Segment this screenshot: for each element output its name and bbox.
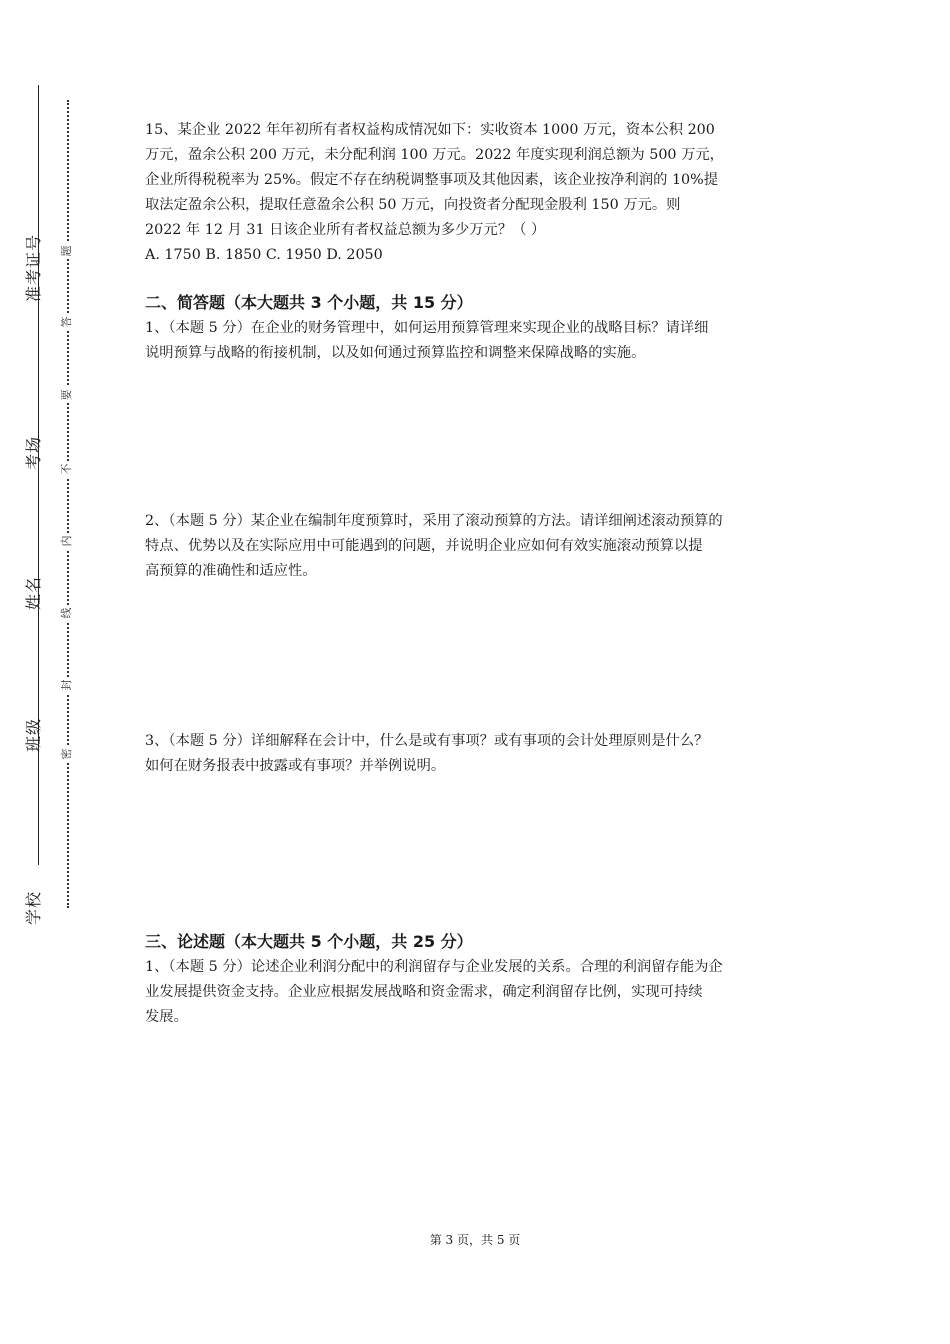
seal-char: 封 [59, 677, 77, 693]
question-line: 1、（本题 5 分）在企业的财务管理中，如何运用预算管理来实现企业的战略目标？请详细 [145, 320, 709, 336]
section-3-question-1 [145, 955, 815, 1030]
section-3-heading: 三、论述题（本大题共 5 个小题，共 25 分） [145, 932, 473, 951]
question-line: 企业所得税税率为 25%。假定不存在纳税调整事项及其他因素，该企业按净利润的 10%提 [145, 172, 719, 188]
question-15 [145, 118, 815, 268]
field-exam-number: 准考证号 [24, 233, 43, 302]
question-line: 1、（本题 5 分）论述企业利润分配中的利润留存与企业发展的关系。合理的利润留存能为企 [145, 959, 723, 975]
question-line: 说明预算与战略的衔接机制，以及如何通过预算监控和调整来保障战略的实施。 [145, 345, 646, 361]
question-line: 发展。 [145, 1009, 188, 1025]
section-2-question-3 [145, 729, 815, 779]
field-class: 班级 [24, 717, 43, 752]
question-line: 2、（本题 5 分）某企业在编制年度预算时，采用了滚动预算的方法。请详细阐述滚动预算的 [145, 513, 723, 529]
question-line: 万元，盈余公积 200 万元，未分配利润 100 万元。2022 年度实现利润总额为 500 万元， [145, 147, 724, 163]
question-options: A. 1750 B. 1850 C. 1950 D. 2050 [145, 247, 383, 263]
question-line: 如何在财务报表中披露或有事项？并举例说明。 [145, 758, 446, 774]
question-line: 特点、优势以及在实际应用中可能遇到的问题，并说明企业应如何有效实施滚动预算以提 [145, 538, 703, 554]
seal-char: 线 [59, 605, 77, 621]
page-footer: 第 3 页，共 5 页 [429, 1233, 521, 1247]
seal-char: 答 [59, 314, 77, 330]
seal-dotted-line [67, 100, 69, 908]
section-2-heading: 二、简答题（本大题共 3 个小题，共 15 分） [145, 293, 473, 312]
exam-content [145, 118, 815, 1030]
field-name: 姓名 [24, 575, 43, 610]
section-2-question-1 [145, 316, 815, 366]
field-exam-room: 考场 [24, 435, 43, 470]
seal-char: 内 [59, 533, 77, 549]
seal-char: 密 [59, 746, 77, 762]
seal-char: 不 [59, 461, 77, 477]
question-line: 高预算的准确性和适应性。 [145, 563, 317, 579]
question-line: 取法定盈余公积，提取任意盈余公积 50 万元，向投资者分配现金股利 150 万元。则 [145, 197, 681, 213]
question-line: 业发展提供资金支持。企业应根据发展战略和资金需求，确定利润留存比例，实现可持续 [145, 984, 703, 1000]
question-line: 15、某企业 2022 年年初所有者权益构成情况如下：实收资本 1000 万元，资本公积 200 [145, 122, 715, 138]
question-line: 2022 年 12 月 31 日该企业所有者权益总额为多少万元？（ ） [145, 222, 546, 238]
binding-margin [0, 0, 110, 1344]
seal-char: 题 [59, 243, 77, 259]
question-line: 3、（本题 5 分）详细解释在会计中，什么是或有事项？或有事项的会计处理原则是什么？ [145, 733, 709, 749]
section-2-question-2 [145, 509, 815, 584]
field-school: 学校 [24, 890, 43, 925]
seal-char: 要 [59, 387, 77, 403]
